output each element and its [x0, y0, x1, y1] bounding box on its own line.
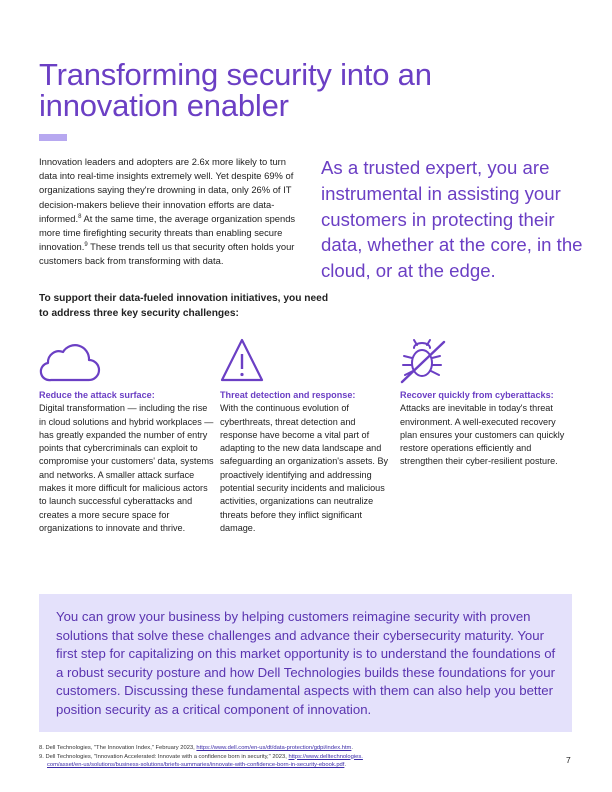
no-bug-icon — [400, 336, 462, 386]
challenge-body: Attacks are inevitable in today's threat environment. A well-executed recovery plan ensures your customers can quickly restore operations efficiently and strengthen their cyber-resilient posture. — [400, 403, 565, 467]
challenge-body: Digital transformation — including the rise in cloud solutions and hybrid workplaces — has greatly expanded the number of entry points that cybercriminals can exploit to compromise your customers' data, systems and networks. A smaller attack surface makes it more difficult for malicious actors to launch successful cyberattacks and creates a more secure space for organizations to innovate and thrive. — [39, 403, 214, 533]
page-number: 7 — [566, 755, 571, 765]
cloud-icon — [39, 336, 101, 386]
challenges-intro: To support their data-fueled innovation initiatives, you need to address three key security challenges: — [39, 293, 329, 319]
challenge-heading: Recover quickly from cyberattacks: — [400, 390, 554, 400]
footnote-ref-8[interactable]: 8 — [78, 213, 82, 220]
footnote-link[interactable]: https://www.dell.com/en-us/dt/data-protection/gdpi/index.htm — [196, 745, 352, 751]
footnote-ref-9[interactable]: 9 — [84, 242, 88, 249]
warning-icon — [220, 336, 282, 386]
footnote-8: 8. Dell Technologies, "The Innovation Index," February 2023, https://www.dell.com/en-us/dt/data-protection/gdpi/index.htm. — [39, 745, 354, 751]
banner-text: You can grow your business by helping customers reimagine security with proven solutions that solve these challenges and advance their cybersecurity maturity. Your first step for capitalizing on this market opportunity is to understand the foundations of a robust security posture and how Dell Technologies builds these foundations for your customers. Discussing these fundamental aspects with them can also help you better position security as a critical component of innovation. — [56, 609, 556, 717]
intro-text-2: At the same time, the average organization spends more time firefighting security threats than enabling secure innovation. — [39, 212, 296, 253]
accent-bar — [39, 134, 67, 141]
footnote-link[interactable]: com/asset/en-us/solutions/business-solutions/briefs-summaries/innovate-with-confidence-born-in-security-ebook.pdf — [47, 762, 345, 769]
challenge-recover-quickly — [400, 336, 575, 469]
intro-text-3: These trends tell us that security often holds your customers back from transforming with data. — [39, 241, 295, 267]
challenge-heading: Threat detection and response: — [220, 390, 356, 400]
callout-quote: As a trusted expert, you are instrumental in assisting your customers in protecting their data, whether at the core, in the cloud, or at the edge. — [321, 157, 583, 282]
intro-paragraph — [39, 155, 301, 269]
footnote-link[interactable]: https://www.delltechnologies. — [288, 753, 363, 760]
challenge-heading: Reduce the attack surface: — [39, 390, 155, 400]
intro-text-1: Innovation leaders and adopters are 2.6x more likely to turn data into real-time insights extremely well. Yet despite 69% of organizations saying they're drowning in data, only 26% of IT decision-makers believe their innovation efforts are data-informed. — [39, 156, 294, 224]
page-title: Transforming security into an innovation enabler — [39, 57, 432, 123]
challenge-reduce-attack-surface — [39, 336, 214, 535]
highlight-banner — [39, 594, 572, 732]
challenge-body: With the continuous evolution of cyberthreats, threat detection and response have become a vital part of adapting to the new data landscape and safeguarding an organization's assets. By proactively identifying and addressing potential security incidents and malicious activities, organizations can neutralize threats before they inflict significant damage. — [220, 403, 389, 533]
footnotes — [39, 744, 559, 770]
footnote-9: 9. Dell Technologies, "Innovation Accelerated: Innovate with a confidence born in security," 2023, https://www.delltechnologies. — [39, 753, 363, 760]
challenge-threat-detection — [220, 336, 395, 535]
footnote-9-continued: com/asset/en-us/solutions/business-solutions/briefs-summaries/innovate-with-confidence-born-in-security-ebook.pdf. — [47, 762, 347, 769]
